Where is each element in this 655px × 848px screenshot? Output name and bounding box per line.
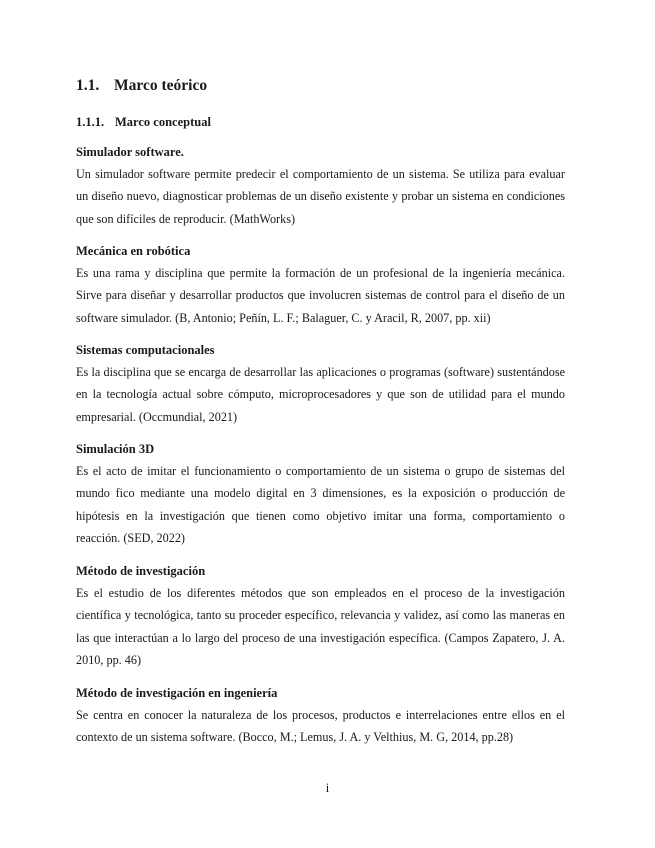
definition-simulacion-3d: [76, 438, 565, 550]
definition-title: Método de investigación: [76, 564, 206, 578]
definition-body: Es una rama y disciplina que permite la formación de un profesional de la ingeniería mecánica. Sirve para diseñar y desarrollar productos que involucren sistemas de control para el diseño de un software simulador. (B, Antonio; Peñín, L. F.; Balaguer, C. y Aracil, R, 2007, pp. xii): [76, 266, 565, 325]
definition-body: Un simulador software permite predecir el comportamiento de un sistema. Se utiliza para evaluar un diseño nuevo, diagnosticar problemas de un diseño existente y probar un sistema en condiciones que son difíciles de reproducir. (MathWorks): [76, 167, 565, 226]
definition-metodo-investigacion-ingenieria: [76, 682, 565, 749]
definition-mecanica-robotica: [76, 240, 565, 329]
definition-body: Se centra en conocer la naturaleza de los procesos, productos e interrelaciones entre ellos en el contexto de un sistema software. (Bocco, M.; Lemus, J. A. y Velthius, M. G, 2014, pp.28): [76, 708, 565, 745]
definition-title: Método de investigación en ingeniería: [76, 686, 278, 700]
page-number: i: [325, 781, 330, 795]
definition-title: Sistemas computacionales: [76, 343, 215, 357]
definition-body: Es el estudio de los diferentes métodos que son empleados en el proceso de la investigación científica y tecnológica, tanto su proceder específico, relevancia y validez, así como las maneras en las que interactúan a lo largo del proceso de una investigación específica. (Campos Zapatero, J. A. 2010, pp. 46): [76, 586, 565, 668]
definition-simulador-software: [76, 141, 565, 230]
definition-title: Mecánica en robótica: [76, 244, 191, 258]
definition-sistemas-computacionales: [76, 339, 565, 428]
definition-metodo-investigacion: [76, 560, 565, 672]
subsection-heading: [76, 115, 211, 130]
definition-body: Es la disciplina que se encarga de desarrollar las aplicaciones o programas (software) sustentándose en la tecnología actual sobre cómputo, microprocesadores y que son de utilidad para el mundo empresarial. (Occmundial, 2021): [76, 365, 565, 424]
subsection-number: 1.1.1.: [76, 115, 105, 129]
section-number: 1.1.: [76, 77, 100, 94]
definition-body: Es el acto de imitar el funcionamiento o comportamiento de un sistema o grupo de sistemas del mundo fico mediante una modelo digital en 3 dimensiones, es la exposición o producción de hipótesis en la investigación que tienen como objetivo imitar una forma, comportamiento o reacción. (SED, 2022): [76, 464, 565, 546]
section-title: Marco teórico: [114, 77, 208, 94]
definition-title: Simulador software.: [76, 145, 184, 159]
section-heading: [76, 77, 207, 95]
definition-title: Simulación 3D: [76, 442, 155, 456]
subsection-title: Marco conceptual: [115, 115, 211, 129]
